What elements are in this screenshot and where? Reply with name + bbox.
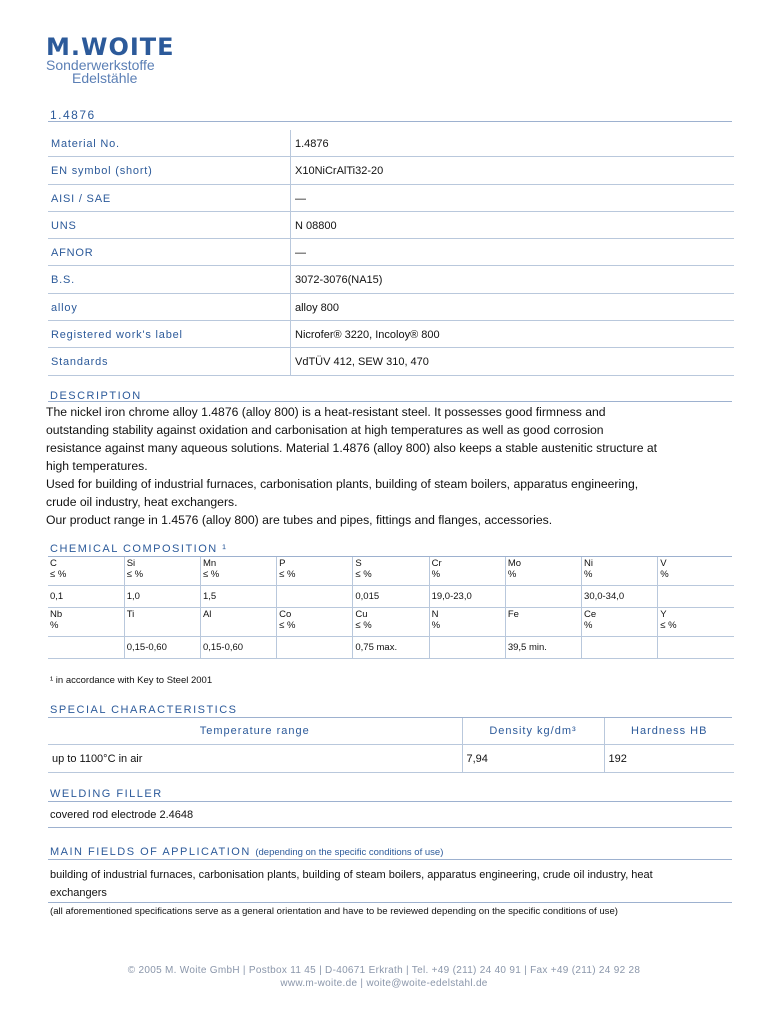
chem-element-unit: ≤ % [355,569,372,580]
chem-element [505,608,581,637]
chemical-composition-table [48,557,734,659]
prop-row [48,321,734,348]
properties-table [48,130,734,376]
prop-row [48,239,734,266]
divider [48,859,732,860]
divider [48,801,732,802]
chem-element [124,557,200,586]
prop-label: EN symbol (short) [51,165,153,178]
chem-value: 0,15-0,60 [124,637,200,659]
chem-element-symbol: Fe [507,609,519,620]
chem-element-symbol: Co [279,609,292,620]
chem-element [48,557,124,586]
chem-element-unit: ≤ % [202,569,220,580]
chem-value-row [48,586,734,608]
prop-row [48,348,734,375]
chem-element [277,608,353,637]
chem-element-unit: % [584,569,593,580]
prop-label: Standards [51,356,109,369]
prop-value: X10NiCrAlTi32-20 [295,165,384,178]
chem-element [505,557,581,586]
chem-value: 0,75 max. [353,637,429,659]
chem-element-unit: % [584,620,593,631]
special-header: Density kg/dm³ [462,718,604,745]
company-logo [46,35,246,95]
chem-value: 1,0 [124,586,200,608]
special-value: 192 [604,745,734,773]
special-characteristics-title: SPECIAL CHARACTERISTICS [50,704,238,716]
chem-element-symbol: Cr [431,558,442,569]
chem-element-unit: ≤ % [279,620,296,631]
chem-element [658,557,734,586]
chem-element [353,608,429,637]
special-header: Hardness HB [604,718,734,745]
prop-label: AFNOR [51,247,94,260]
chem-element-symbol: V [660,558,667,569]
chem-element-symbol: N [431,609,439,620]
material-heading: 1.4876 [50,108,96,122]
prop-value: — [295,192,306,205]
chem-element-symbol: Ni [584,558,594,569]
prop-value: alloy 800 [295,301,340,314]
disclaimer: (all aforementioned specifications serve as a general orientation and have to be reviewed depending on the specific conditions of use) [50,906,618,917]
chem-element-symbol: P [279,558,286,569]
chem-element-symbol: Al [202,609,212,620]
chem-element-unit: % [660,569,669,580]
prop-row [48,266,734,293]
chem-element-symbol: Mn [202,558,217,569]
description-text [46,403,736,529]
chem-element-symbol: Y [660,609,667,620]
chemical-composition-title: CHEMICAL COMPOSITION ¹ [50,543,228,555]
prop-label: alloy [51,301,78,314]
description-line: high temperatures. [46,459,148,473]
chem-value [429,637,505,659]
prop-row [48,212,734,239]
prop-value: 3072-3076(NA15) [295,274,383,287]
divider [48,902,732,903]
chem-header-row [48,557,734,586]
chem-value: 30,0-34,0 [582,586,658,608]
chem-element-unit: % [431,569,441,580]
chem-element-unit: % [50,620,59,631]
chem-element-unit: ≤ % [660,620,677,631]
prop-label: B.S. [51,274,75,287]
chem-element-unit: ≤ % [279,569,296,580]
chem-element-symbol: Cu [355,609,368,620]
description-line: Used for building of industrial furnaces, carbonisation plants, building of steam boilers, apparatus engineering, [46,477,639,491]
chem-value [582,637,658,659]
application-line: building of industrial furnaces, carbonisation plants, building of steam boilers, apparatus engineering, crude oil industry, heat [50,869,653,881]
logo-brand: M.WOITE [46,33,175,61]
chem-value [658,586,734,608]
special-characteristics-table [48,718,734,773]
application-line: exchangers [50,887,107,899]
chem-element-unit: % [431,620,441,631]
special-value: up to 1100°C in air [48,745,462,773]
chem-element-unit: ≤ % [126,569,144,580]
chem-element-symbol: Ti [126,609,135,620]
description-line: outstanding stability against oxidation and carbonisation at high temperatures as well as good corrosion [46,423,604,437]
divider [48,827,732,828]
footer [0,964,768,990]
application-text [50,866,736,902]
prop-value: VdTÜV 412, SEW 310, 470 [295,356,429,369]
prop-value: N 08800 [295,219,337,232]
prop-row [48,130,734,157]
description-line: resistance against many aqueous solutions. Material 1.4876 (alloy 800) also keeps a stable austenitic structure at [46,441,658,455]
footer-address: © 2005 M. Woite GmbH | Postbox 11 45 | D-40671 Erkrath | Tel. +49 (211) 24 40 91 | Fax +49 (211) 24 92 28 [127,965,641,976]
chem-value [658,637,734,659]
prop-label: UNS [51,219,77,232]
footer-contact: www.m-woite.de | woite@woite-edelstahl.de [280,978,488,989]
divider [48,401,732,402]
chem-value: 0,15-0,60 [200,637,276,659]
chem-element [277,557,353,586]
special-value: 7,94 [462,745,604,773]
chem-element [429,608,505,637]
prop-value: Nicrofer® 3220, Incoloy® 800 [295,329,440,342]
chem-value: 1,5 [200,586,276,608]
chem-header-row [48,608,734,637]
description-line: Our product range in 1.4576 (alloy 800) are tubes and pipes, fittings and flanges, accessories. [46,513,553,527]
application-title [50,846,443,858]
prop-value: — [295,247,306,260]
prop-row [48,157,734,184]
chem-element [48,608,124,637]
chem-element-symbol: Nb [50,609,63,620]
prop-label: Registered work's label [51,329,183,342]
chem-element [124,608,200,637]
description-title: DESCRIPTION [50,390,142,402]
chem-element-symbol: C [50,558,57,569]
chem-element [582,557,658,586]
chem-element [582,608,658,637]
chem-footnote: ¹ in accordance with Key to Steel 2001 [50,675,213,686]
chem-element-symbol: S [355,558,362,569]
chem-value: 0,015 [353,586,429,608]
description-line: The nickel iron chrome alloy 1.4876 (alloy 800) is a heat-resistant steel. It possesses good firmness and [46,405,606,419]
special-header: Temperature range [48,718,462,745]
application-note: (depending on the specific conditions of use) [255,847,444,858]
prop-label: AISI / SAE [51,192,111,205]
chem-element-symbol: Mo [507,558,522,569]
chem-value [277,637,353,659]
chem-element-unit: ≤ % [355,620,372,631]
chem-element [658,608,734,637]
description-line: crude oil industry, heat exchangers. [46,495,238,509]
application-title-text: MAIN FIELDS OF APPLICATION [50,846,251,858]
chem-element [353,557,429,586]
divider [48,121,732,122]
chem-element [429,557,505,586]
welding-filler-title: WELDING FILLER [50,788,163,800]
chem-value [277,586,353,608]
chem-value [505,586,581,608]
chem-element-unit: % [507,569,517,580]
chem-element-unit: ≤ % [50,569,67,580]
chem-element [200,557,276,586]
chem-element-symbol: Si [126,558,136,569]
chem-element [200,608,276,637]
prop-label: Material No. [51,138,120,150]
prop-row [48,185,734,212]
chem-value: 39,5 min. [505,637,581,659]
prop-row [48,294,734,321]
chem-value: 0,1 [48,586,124,608]
prop-value: 1.4876 [295,138,329,150]
logo-line1: Sonderwerkstoffe [46,57,155,73]
logo-line2: Edelstähle [72,70,138,86]
welding-filler-text: covered rod electrode 2.4648 [50,809,194,821]
chem-element-symbol: Ce [584,609,597,620]
chem-value [48,637,124,659]
chem-value: 19,0-23,0 [429,586,505,608]
chem-value-row [48,637,734,659]
